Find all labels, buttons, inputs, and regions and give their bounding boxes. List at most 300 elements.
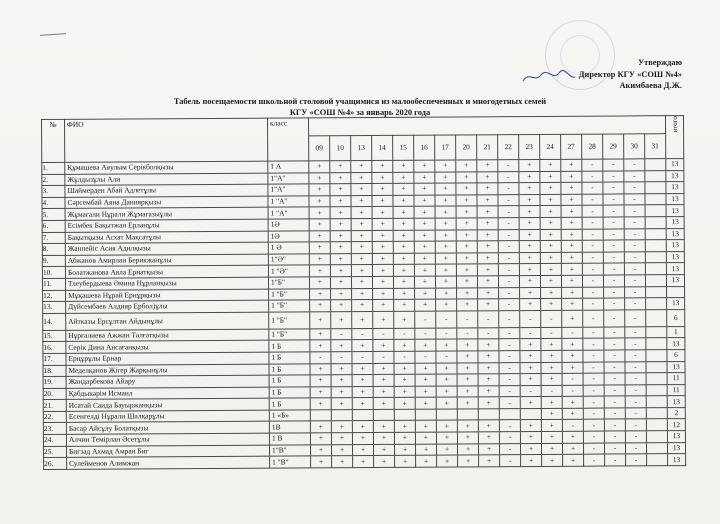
attendance-mark: + [310,375,331,387]
row-class: 1Ә [268,219,309,231]
row-class: 1 "Б" [269,300,310,312]
row-name: Серік Дина Ансағанқызы [66,340,269,353]
attendance-mark: + [372,218,393,230]
attendance-mark: - [331,328,352,340]
attendance-mark: + [541,397,562,409]
attendance-mark [645,159,666,171]
signature [521,69,577,85]
attendance-mark: + [457,287,478,299]
attendance-mark: + [456,241,477,253]
attendance-mark [646,326,667,338]
attendance-mark: + [435,183,456,195]
attendance-mark: + [436,362,457,374]
attendance-mark: - [624,275,645,287]
attendance-mark: + [330,161,351,173]
attendance-mark: - [582,240,603,252]
attendance-mark: + [456,195,477,207]
attendance-mark: + [562,310,583,327]
attendance-mark: + [541,362,562,374]
attendance-mark: + [373,299,394,311]
attendance-mark: - [583,431,604,443]
approval-block [579,57,682,92]
attendance-mark: - [604,310,625,327]
row-number: 22. [43,411,66,423]
row-total: 13 [668,454,686,466]
attendance-mark: + [540,171,561,183]
attendance-mark: + [373,374,394,386]
document-subtitle: КГУ «СОШ №4» за январь 2020 года [289,108,431,117]
attendance-mark: + [519,241,540,253]
row-number: 1. [42,162,65,174]
row-name: Дүйсембаев Алдияр Ербол)ұлы [66,300,269,313]
header-day: 24 [540,134,561,159]
attendance-mark: - [415,311,436,328]
attendance-mark: - [373,351,394,363]
attendance-mark: + [520,420,541,432]
attendance-mark [645,205,666,217]
attendance-mark: - [498,252,519,264]
row-total: 11 [667,384,685,396]
attendance-mark: + [394,444,415,456]
attendance-mark: + [352,398,373,410]
attendance-mark: + [351,253,372,265]
attendance-mark: + [352,363,373,375]
attendance-mark: + [372,230,393,242]
attendance-mark: + [478,385,499,397]
attendance-mark: + [561,229,582,241]
attendance-mark: + [520,443,541,455]
attendance-mark: - [499,299,520,311]
attendance-mark: + [540,194,561,206]
row-class: 1 "Б" [269,288,310,300]
attendance-mark: - [436,351,457,363]
attendance-mark: - [394,328,415,340]
attendance-mark: + [435,241,456,253]
attendance-mark [645,275,666,287]
attendance-mark: + [309,277,330,289]
attendance-mark [646,373,667,385]
attendance-mark: + [456,171,477,183]
attendance-mark: + [519,252,540,264]
row-number: 5. [42,209,65,221]
attendance-mark: + [393,253,414,265]
attendance-mark: + [414,206,435,218]
attendance-mark: + [309,253,330,265]
attendance-mark: + [457,443,478,455]
row-class: 1 Б [269,398,310,410]
attendance-mark: + [373,340,394,352]
row-name: Қабдыкәрім Исмаил [66,387,269,400]
attendance-mark [647,454,668,466]
attendance-mark: + [478,362,499,374]
row-total: 13 [666,263,684,275]
attendance-mark: + [477,206,498,218]
attendance-mark: + [414,241,435,253]
attendance-mark: + [351,207,372,219]
attendance-mark: + [352,421,373,433]
attendance-mark: - [582,263,603,275]
attendance-mark: + [478,374,499,386]
attendance-mark: + [521,455,542,467]
row-class: 1 Б [269,387,310,399]
attendance-mark: + [309,196,330,208]
header-day: 29 [603,134,624,159]
attendance-mark: + [520,362,541,374]
attendance-mark: - [541,310,562,327]
attendance-mark: + [436,374,457,386]
row-class: 1"Ә" [268,254,309,266]
attendance-mark: + [394,398,415,410]
attendance-mark: + [394,386,415,398]
attendance-mark: + [562,287,583,299]
header-day: 15 [393,135,414,160]
attendance-mark: + [457,351,478,363]
attendance-mark: + [456,206,477,218]
attendance-mark: - [626,454,647,466]
attendance-mark: + [562,298,583,310]
attendance-table [41,115,686,470]
attendance-mark: - [583,443,604,455]
row-number: 11. [42,278,65,290]
row-name: Жандарбекова Айару [66,375,269,388]
attendance-mark: + [330,242,351,254]
attendance-mark: - [541,327,562,339]
row-number: 14. [43,313,66,330]
row-class: 1В [269,421,310,433]
attendance-mark: + [541,339,562,351]
attendance-mark [436,409,457,421]
attendance-mark: + [561,252,582,264]
row-name: Исатай Саида Бауыржанқызы [66,398,269,411]
attendance-mark: + [393,218,414,230]
attendance-mark: + [309,161,330,173]
attendance-mark: + [393,207,414,219]
attendance-mark: + [373,421,394,433]
attendance-mark: + [519,264,540,276]
header-day: 10 [330,136,351,161]
attendance-mark: + [562,408,583,420]
attendance-mark: + [477,194,498,206]
approval-line-1: Утверждаю [637,58,682,67]
attendance-mark: - [583,327,604,339]
attendance-mark: + [330,230,351,242]
attendance-mark: - [562,385,583,397]
attendance-mark: - [625,431,646,443]
attendance-mark: - [541,385,562,397]
attendance-mark: - [520,310,541,327]
attendance-mark: - [625,327,646,339]
attendance-mark: + [311,456,332,468]
attendance-mark: + [477,171,498,183]
attendance-mark: + [330,253,351,265]
attendance-mark: + [331,386,352,398]
attendance-mark: + [435,195,456,207]
approval-line-2: Директор КГУ «СОШ №4» [578,69,682,79]
attendance-mark: + [309,219,330,231]
header-day: 16 [414,135,435,160]
attendance-mark: + [478,432,499,444]
header-day: 31 [645,134,666,159]
row-total: 11 [667,373,685,385]
attendance-mark: - [478,310,499,327]
row-name: Бигзад Ахмад Амран Биг [66,445,269,458]
attendance-mark: + [562,443,583,455]
attendance-mark: + [562,350,583,362]
attendance-mark: + [351,184,372,196]
attendance-mark: - [624,205,645,217]
attendance-mark: + [435,264,456,276]
row-number: 6. [42,220,65,232]
row-total: 13 [666,240,684,252]
attendance-mark: - [498,276,519,288]
attendance-mark: + [352,375,373,387]
attendance-mark: - [625,310,646,327]
attendance-mark: + [416,455,437,467]
attendance-mark: + [309,207,330,219]
attendance-rows [42,159,686,470]
attendance-mark: + [519,159,540,171]
row-number: 10. [42,267,65,279]
attendance-mark: + [436,397,457,409]
attendance-mark: - [604,361,625,373]
row-number: 4. [42,197,65,209]
attendance-mark [645,193,666,205]
attendance-mark: + [520,397,541,409]
attendance-mark [646,338,667,350]
attendance-mark: - [583,408,604,420]
row-total: 13 [666,251,684,263]
attendance-mark: + [478,299,499,311]
attendance-mark: + [456,264,477,276]
row-total: 13 [667,396,685,408]
attendance-mark [352,409,373,421]
attendance-mark: + [372,172,393,184]
attendance-mark: + [435,172,456,184]
attendance-mark: + [351,218,372,230]
row-name: Болатжанова Аяла Ернатқызы [65,265,268,278]
attendance-mark: - [498,206,519,218]
attendance-mark [646,396,667,408]
row-name: Сулейменов Алимжан [67,456,270,469]
row-total: 13 [666,193,684,205]
attendance-mark: + [331,340,352,352]
row-total: 13 [666,159,684,171]
attendance-mark: + [373,432,394,444]
row-number: 15. [43,330,66,342]
attendance-mark: + [540,217,561,229]
row-name: Нұрғалиева Ажжан Талғатқызы [66,329,269,342]
attendance-mark: + [415,299,436,311]
attendance-mark: - [604,327,625,339]
attendance-mark [415,409,436,421]
row-class: 1"А" [268,184,309,196]
attendance-mark: - [457,328,478,340]
attendance-mark [457,409,478,421]
attendance-mark: + [351,195,372,207]
attendance-mark: - [582,182,603,194]
attendance-mark [645,170,666,182]
attendance-mark: + [477,252,498,264]
attendance-mark: + [435,276,456,288]
header-class: класс [267,118,308,161]
attendance-mark: - [604,385,625,397]
attendance-mark: + [436,287,457,299]
row-class: 1"Б" [268,277,309,289]
attendance-mark [645,217,666,229]
attendance-mark: + [435,160,456,172]
attendance-mark: + [561,171,582,183]
attendance-mark: + [414,264,435,276]
row-number: 7. [42,232,65,244]
attendance-mark: - [624,159,645,171]
attendance-mark: + [519,171,540,183]
attendance-mark: + [562,362,583,374]
attendance-mark: + [414,218,435,230]
attendance-mark: + [352,340,373,352]
attendance-mark: + [415,363,436,375]
attendance-mark: + [477,160,498,172]
attendance-mark: + [393,183,414,195]
attendance-mark: + [456,160,477,172]
attendance-mark: + [457,432,478,444]
attendance-mark: - [604,419,625,431]
attendance-mark: - [583,385,604,397]
attendance-mark: - [583,350,604,362]
attendance-mark: - [603,171,624,183]
attendance-mark: - [625,338,646,350]
attendance-mark: + [415,432,436,444]
attendance-mark: + [520,432,541,444]
attendance-mark: + [519,206,540,218]
attendance-mark: - [582,217,603,229]
attendance-mark: + [561,240,582,252]
row-total: 13 [666,228,684,240]
row-total: 1 [667,326,685,338]
attendance-mark: + [458,455,479,467]
attendance-mark: + [436,444,457,456]
row-total: 13 [667,442,685,454]
attendance-mark: + [394,363,415,375]
attendance-mark: - [604,298,625,310]
attendance-mark: - [499,339,520,351]
row-total: 13 [667,431,685,443]
attendance-mark: - [603,182,624,194]
attendance-mark: - [331,352,352,364]
attendance-mark: + [331,444,352,456]
row-class: 1 "А" [268,196,309,208]
attendance-mark: - [624,194,645,206]
row-class: 1 А [268,161,309,173]
row-name: Бақытқызы Асхат Мақсатұлы [65,231,268,244]
attendance-mark: - [624,170,645,182]
attendance-mark: + [435,230,456,242]
row-class: 1 "В" [270,456,311,468]
attendance-mark: + [561,182,582,194]
attendance-mark: - [415,328,436,340]
attendance-mark: + [540,275,561,287]
attendance-mark: - [625,419,646,431]
row-number: 24. [43,434,66,446]
attendance-mark: + [415,374,436,386]
attendance-mark: - [498,229,519,241]
attendance-mark: + [478,397,499,409]
attendance-mark: + [310,288,331,300]
attendance-mark: - [582,275,603,287]
row-name: Жанпейіс Асия Адилқызы [65,242,268,255]
attendance-mark: + [372,253,393,265]
attendance-mark [310,410,331,422]
header-day: 23 [519,134,540,159]
row-class: 1 Б [269,352,310,364]
attendance-mark: + [393,172,414,184]
attendance-mark: - [394,351,415,363]
header-total [665,116,683,159]
attendance-mark [646,431,667,443]
attendance-mark: - [352,351,373,363]
attendance-mark: + [394,340,415,352]
attendance-mark: - [498,218,519,230]
attendance-mark: - [583,373,604,385]
attendance-mark: + [561,159,582,171]
attendance-mark: + [353,456,374,468]
attendance-mark: + [457,386,478,398]
attendance-mark: - [625,396,646,408]
attendance-mark: + [477,183,498,195]
row-number: 17. [43,353,66,365]
attendance-mark [645,251,666,263]
attendance-mark: - [583,298,604,310]
attendance-mark: - [498,183,519,195]
row-class: 1 "Ә" [268,265,309,277]
attendance-mark: + [331,375,352,387]
row-total: 13 [666,182,684,194]
row-number: 20. [43,388,66,400]
row-name: Жұмағали Нұрали Жұмағазыұлы [65,207,268,220]
attendance-mark: - [603,229,624,241]
row-total: 13 [666,217,684,229]
attendance-mark: + [372,184,393,196]
attendance-mark: - [498,194,519,206]
attendance-mark [645,240,666,252]
attendance-mark: - [583,396,604,408]
attendance-mark: - [373,328,394,340]
attendance-mark: + [415,386,436,398]
attendance-mark: + [436,339,457,351]
row-total: 6 [667,309,685,326]
attendance-mark: - [603,217,624,229]
row-name: Ерңұрұлы Ернар [66,352,269,365]
attendance-mark: + [541,443,562,455]
attendance-mark: + [436,420,457,432]
attendance-mark [645,182,666,194]
attendance-mark: - [582,159,603,171]
attendance-mark: + [393,195,414,207]
attendance-mark: - [562,420,583,432]
attendance-mark: + [373,363,394,375]
attendance-mark: + [373,444,394,456]
attendance-mark: - [604,350,625,362]
attendance-mark: + [415,397,436,409]
attendance-mark: + [477,276,498,288]
header-day: 21 [477,135,498,160]
attendance-mark: + [478,287,499,299]
attendance-mark: + [394,421,415,433]
attendance-mark [645,263,666,275]
row-number: 19. [43,376,66,388]
row-class: 1 "Б" [269,329,310,341]
attendance-mark: - [604,443,625,455]
header-day: 22 [498,135,519,160]
